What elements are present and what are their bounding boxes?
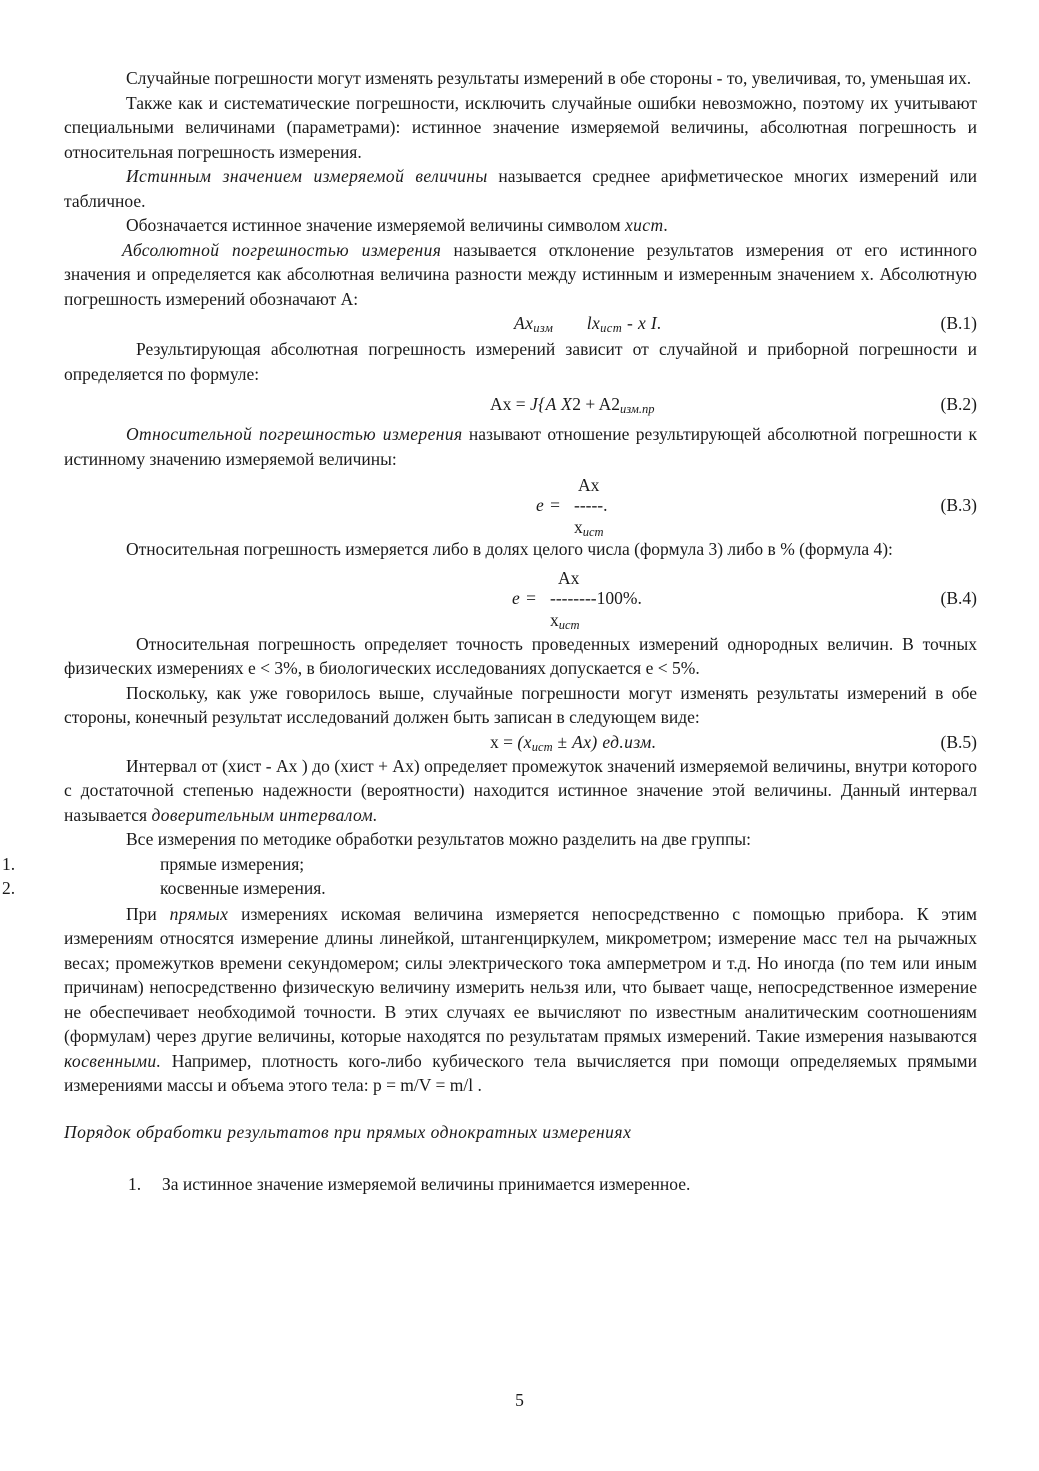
term-direct: прямых xyxy=(169,903,229,924)
term-true-value: Истинным значением измеряемой величины xyxy=(126,166,488,186)
procedure-steps-list xyxy=(64,1172,977,1198)
formula-b3-numerator: Ax xyxy=(578,475,600,495)
formula-b3-denominator: xист xyxy=(574,517,604,539)
text-symbol-intro: Обозначается истинное значение измеряемой величины символом xyxy=(126,215,625,235)
paragraph-relative-error-def xyxy=(64,422,977,471)
paragraph-true-value-def xyxy=(64,164,977,213)
term-relative-error: Относительной погрешностью измерения xyxy=(126,424,463,444)
paragraph-precision: Относительная погрешность определяет точность проведенных измерений однородных величин. В точных физических измерениях e < 3%, в биологических исследованиях допускается e < 5%. xyxy=(64,633,977,678)
paragraph-random-errors: Случайные погрешности могут изменять результаты измерений в обе стороны - то, увеличивая, то, уменьшая их. xyxy=(126,68,972,88)
paragraph-parameters: Также как и систематические погрешности, исключить случайные ошибки невозможно, поэтому их учитывают специальными величинами (параметрами): истинное значение измеряемой величины, абсолютная погрешность и относительная погрешность измерения. xyxy=(64,92,977,162)
formula-b2-expr: Ax = J{A X2 + A2изм.пр xyxy=(490,394,655,416)
paragraph-true-value-symbol xyxy=(64,213,977,238)
formula-b3-number: (B.3) xyxy=(940,495,977,515)
list-item-number: 2. xyxy=(2,877,16,898)
document-body xyxy=(2,66,978,1198)
formula-b3-bar: -----. xyxy=(574,495,608,515)
section-heading: Порядок обработки результатов при прямых однократных измерениях xyxy=(64,1121,632,1142)
formula-b4 xyxy=(64,562,977,632)
formula-b5-number: (B.5) xyxy=(940,731,977,752)
formula-b3 xyxy=(64,471,977,537)
formula-b1-number: (B.1) xyxy=(940,313,977,333)
formula-b5 xyxy=(64,730,977,754)
formula-b1 xyxy=(64,311,977,337)
formula-b4-denominator: xист xyxy=(550,609,580,632)
paragraph-absolute-error-def xyxy=(64,238,977,312)
paragraph-confidence-interval xyxy=(64,754,977,828)
term-indirect: косвенными. xyxy=(64,1050,162,1071)
paragraph-groups: Все измерения по методике обработки результатов можно разделить на две группы: xyxy=(126,829,751,849)
formula-b2-number: (B.2) xyxy=(940,394,977,414)
term-confidence-interval: доверительным интервалом. xyxy=(151,804,378,825)
formula-b2 xyxy=(64,392,977,428)
page-number: 5 xyxy=(515,1390,524,1410)
step-text: За истинное значение измеряемой величины принимается измеренное. xyxy=(162,1174,691,1194)
text-interval: Интервал от (xист - Ax ) до (xист + Ax) определяет промежуток значений измеряемой величины, внутри которого с достаточной степенью надежности (вероятности) находится истинное значение этой величины. Данный интервал называется xyxy=(64,755,977,825)
formula-b4-bar: --------100%. xyxy=(550,587,642,608)
text-absolute-error-rest: называется отклонение результатов измерения от его истинного значения и определяется как абсолютная величина разности между истинным и измеренным значением x. Абсолютную погрешность измерений обозначают A: xyxy=(64,239,977,309)
list-item-number: 1. xyxy=(2,853,16,874)
formula-b1-expr: Axизм lxист - x I. xyxy=(514,313,662,335)
formula-b4-numerator: Ax xyxy=(558,567,580,588)
paragraph-resulting-error: Результирующая абсолютная погрешность измерений зависит от случайной и приборной погрешности и определяется по формуле: xyxy=(64,339,977,384)
paragraph-direct-indirect: При прямых измерениях искомая величина измеряется непосредственно с помощью прибора. К этим измерениям относятся измерение длины линейкой, штангенциркулем, микрометром; измерение масс тел на рычажных весах; промежутков времени секундомером; силы электрического тока амперметром и т.д. Но иногда (по тем или иным причинам) непосредственно физическую величину измерить нельзя или, что бывает чаще, непосредственное измерение не обеспечивает необходимой точности. В этих случаях ее вычисляют по известным аналитическим соотношениям (формулам) через другие величины, которые находятся по результатам прямых измерений. Такие измерения называются косвенными. Например, плотность кого-либо кубического тела вычисляется при помощи определяемых прямыми измерениями массы и объема этого тела: p = m/V = m/l . xyxy=(64,903,977,1095)
formula-b5-expr: x = (xист ± Ax) ед.изм. xyxy=(490,731,657,754)
formula-b4-lhs: e = xyxy=(512,587,538,608)
measurement-groups-list xyxy=(2,852,977,902)
text-relative-error-rest: называют отношение результирующей абсолютной погрешности к истинному значению измеряемой величины: xyxy=(64,424,977,469)
term-absolute-error: Абсолютной погрешностью измерения xyxy=(122,239,442,260)
text-true-value-rest: называется среднее арифметическое многих измерений или табличное. xyxy=(64,166,978,211)
step-number: 1. xyxy=(128,1174,142,1194)
list-item: прямые измерения; xyxy=(160,853,305,874)
symbol-x-true: xист. xyxy=(624,215,669,235)
paragraph-relative-units: Относительная погрешность измеряется либо в долях целого числа (формула 3) либо в % (формула 4): xyxy=(126,539,893,559)
formula-b3-lhs: e = xyxy=(536,495,562,515)
formula-b4-number: (B.4) xyxy=(940,587,977,608)
list-item: косвенные измерения. xyxy=(160,877,326,898)
paragraph-result-form: Поскольку, как уже говорилось выше, случайные погрешности могут изменять результаты измерений в обе стороны, конечный результат исследований должен быть записан в следующем виде: xyxy=(64,682,977,727)
